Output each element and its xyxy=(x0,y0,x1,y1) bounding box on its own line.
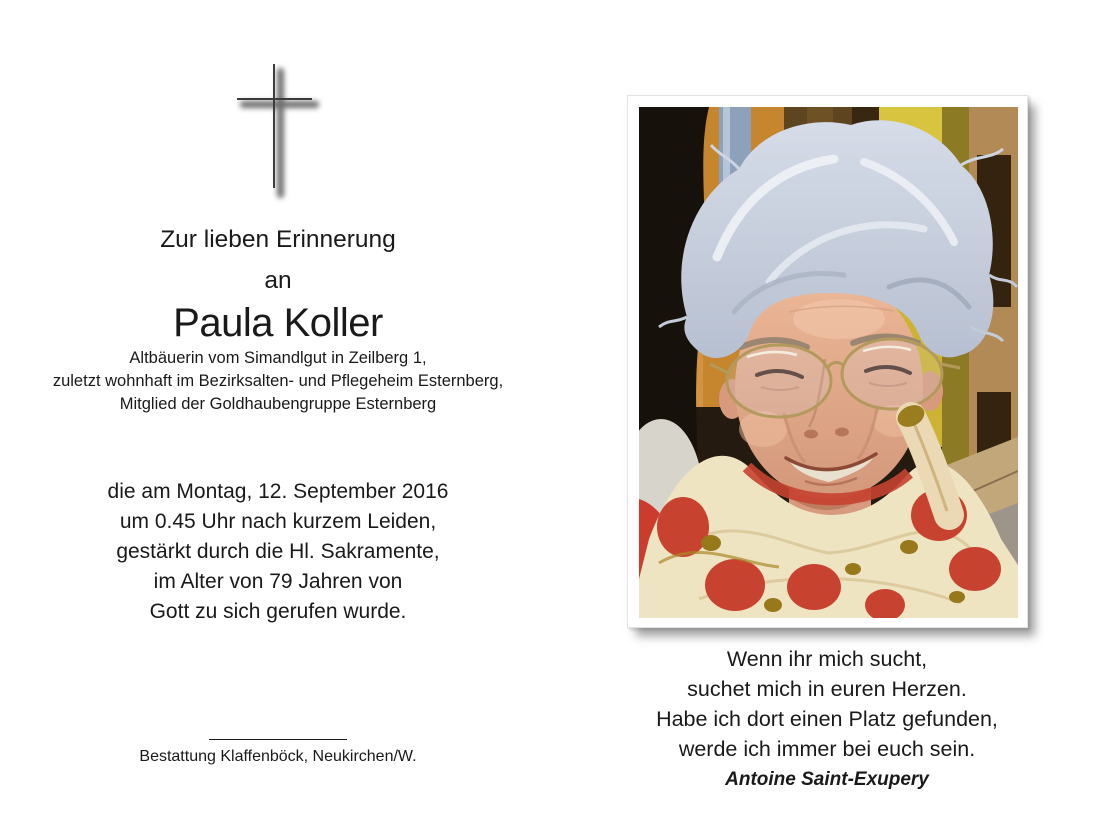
quote-block xyxy=(597,644,1057,795)
deceased-subtitle xyxy=(0,347,556,416)
deceased-name: Paula Koller xyxy=(173,301,383,345)
cross-line-horizontal xyxy=(237,98,312,100)
portrait-photo xyxy=(627,95,1028,628)
subtitle-line: Mitglied der Goldhaubengruppe Esternberg xyxy=(119,395,437,413)
cross-line-vertical xyxy=(273,64,275,188)
subtitle-line: Altbäuerin vom Simandlgut in Zeilberg 1, xyxy=(129,349,427,367)
death-notice-line: Gott zu sich gerufen wurde. xyxy=(149,600,407,623)
death-notice-line: um 0.45 Uhr nach kurzem Leiden, xyxy=(119,510,437,533)
signature-area xyxy=(0,730,556,766)
portrait-photo-illustration xyxy=(639,107,1018,618)
quote-line: Habe ich dort einen Platz gefunden, xyxy=(656,707,998,731)
quote-line: Wenn ihr mich sucht, xyxy=(726,647,928,671)
subtitle-line: zuletzt wohnhaft im Bezirksalten- und Pflegeheim Esternberg, xyxy=(52,372,504,390)
death-notice-line: die am Montag, 12. September 2016 xyxy=(107,480,449,503)
cross-icon xyxy=(236,64,322,204)
cross-shadow-vertical xyxy=(277,68,284,198)
cross-shadow-horizontal xyxy=(240,101,319,108)
memorial-preposition: an xyxy=(264,267,292,294)
signature-line xyxy=(209,739,347,740)
quote-line: suchet mich in euren Herzen. xyxy=(687,677,967,701)
quote-line: werde ich immer bei euch sein. xyxy=(678,737,976,761)
quote-author: Antoine Saint-Exupery xyxy=(725,769,929,790)
memorial-heading: Zur lieben Erinnerung xyxy=(160,226,396,253)
death-notice-line: gestärkt durch die Hl. Sakramente, xyxy=(116,540,440,563)
death-notice xyxy=(0,477,556,627)
funeral-home: Bestattung Klaffenböck, Neukirchen/W. xyxy=(139,748,417,765)
death-notice-line: im Alter von 79 Jahren von xyxy=(153,570,403,593)
